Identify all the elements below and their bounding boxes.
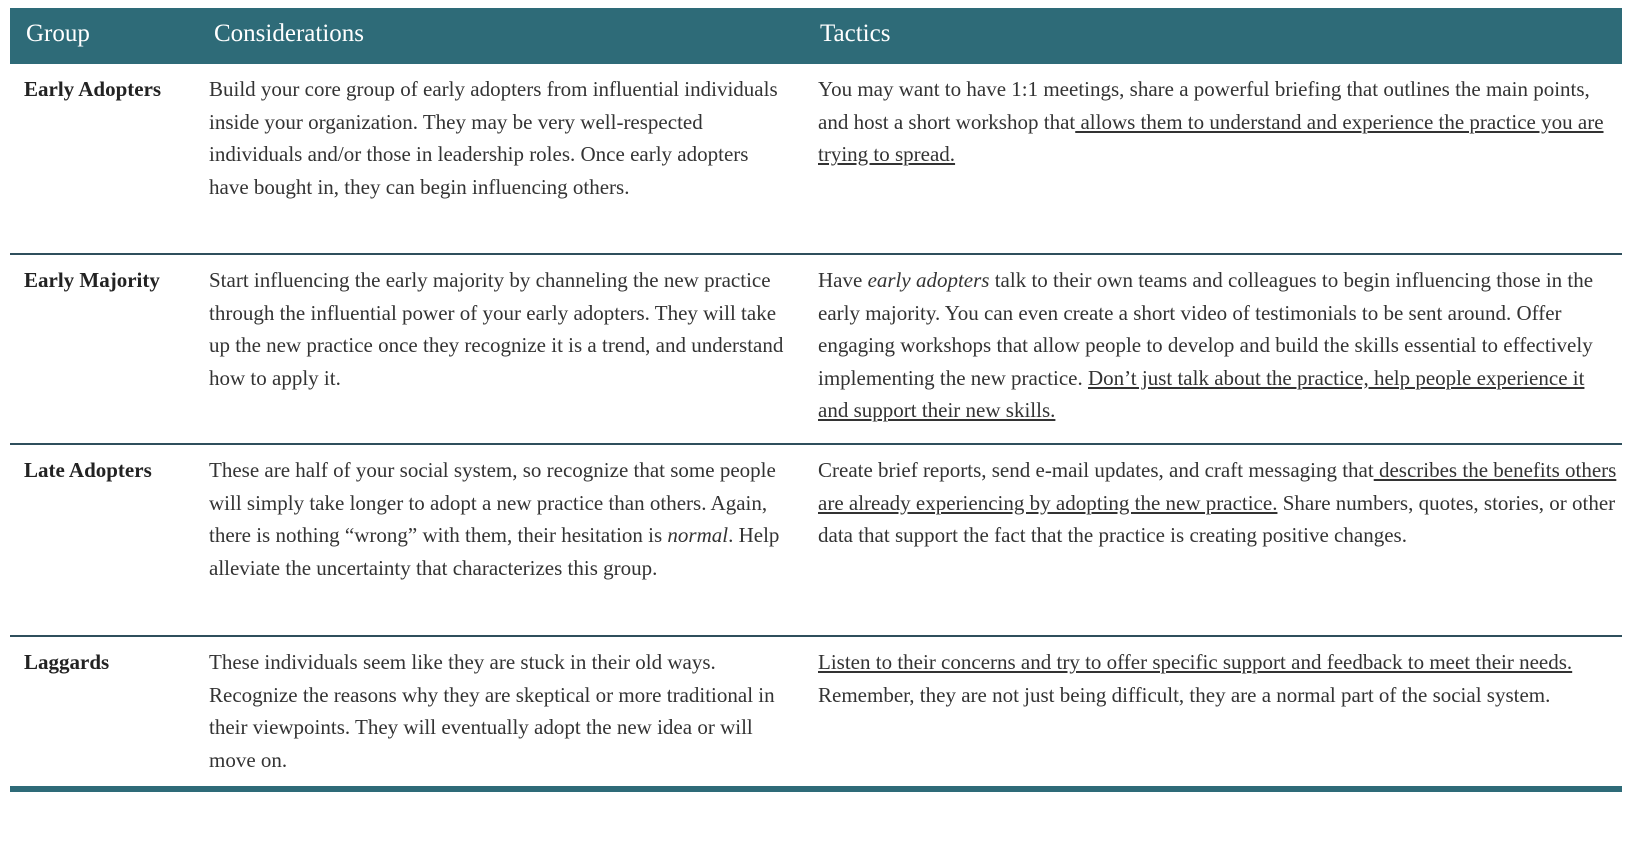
header-considerations: Considerations xyxy=(214,20,364,47)
strategy-table xyxy=(10,8,1622,792)
header-group: Group xyxy=(26,20,90,47)
table-header xyxy=(10,8,1622,64)
table-bottom-border xyxy=(10,786,1622,792)
table-row xyxy=(10,64,1622,253)
row-considerations: Start influencing the early majority by channeling the new practice through the influential power of your early adopters. They will take up the new practice once they recognize it is a trend, and understand how to apply it. xyxy=(209,268,784,390)
header-tactics: Tactics xyxy=(820,20,891,47)
table-row xyxy=(10,637,1622,786)
row-considerations: Build your core group of early adopters from influential individuals inside your organization. They may be very well-respected individuals and/or those in leadership roles. Once early adopters have bought in, they can begin influencing others. xyxy=(209,77,778,199)
row-group-label: Early Majority xyxy=(24,268,160,292)
row-tactics: Have early adopters talk to their own teams and colleagues to begin influencing those in the early majority. You can even create a short video of testimonials to be sent around. Offer engaging workshops that allow people to develop and build the skills essential to effectively implementing the new practice. Don’t just talk about the practice, help people experience it and support their new skills. xyxy=(818,268,1594,422)
table-row xyxy=(10,445,1622,635)
row-tactics: Create brief reports, send e-mail updates, and craft messaging that describes the benefits others are already experiencing by adopting the new practice. Share numbers, quotes, stories, or other data that support the fact that the practice is creating positive changes. xyxy=(818,458,1617,547)
underlined-text: describes the benefits others are already experiencing by adopting the new practice. xyxy=(818,458,1617,515)
row-tactics: Listen to their concerns and try to offer specific support and feedback to meet their needs. Remember, they are not just being difficult, they are a normal part of the social system. xyxy=(818,650,1573,707)
row-group-label: Laggards xyxy=(24,650,110,674)
underlined-text: Don’t just talk about the practice, help people experience it and support their new skills. xyxy=(818,365,1585,422)
row-considerations: These are half of your social system, so recognize that some people will simply take longer to adopt a new practice than others. Again, there is nothing “wrong” with them, their hesitation is normal. Help alleviate the uncertainty that characterizes this group. xyxy=(209,458,780,580)
row-group-label: Early Adopters xyxy=(24,77,162,101)
row-group-label: Late Adopters xyxy=(24,458,152,482)
underlined-text: Listen to their concerns and try to offer specific support and feedback to meet their needs. xyxy=(818,650,1573,674)
italic-text: normal xyxy=(667,523,729,547)
row-considerations: These individuals seem like they are stuck in their old ways. Recognize the reasons why they are skeptical or more traditional in their viewpoints. They will eventually adopt the new idea or will move on. xyxy=(209,650,775,772)
underlined-text: allows them to understand and experience the practice you are trying to spread. xyxy=(818,109,1604,166)
italic-text: early adopters xyxy=(867,268,990,292)
table-row xyxy=(10,255,1622,443)
row-tactics: You may want to have 1:1 meetings, share a powerful briefing that outlines the main points, and host a short workshop that allows them to understand and experience the practice you are trying to spread. xyxy=(818,77,1604,166)
